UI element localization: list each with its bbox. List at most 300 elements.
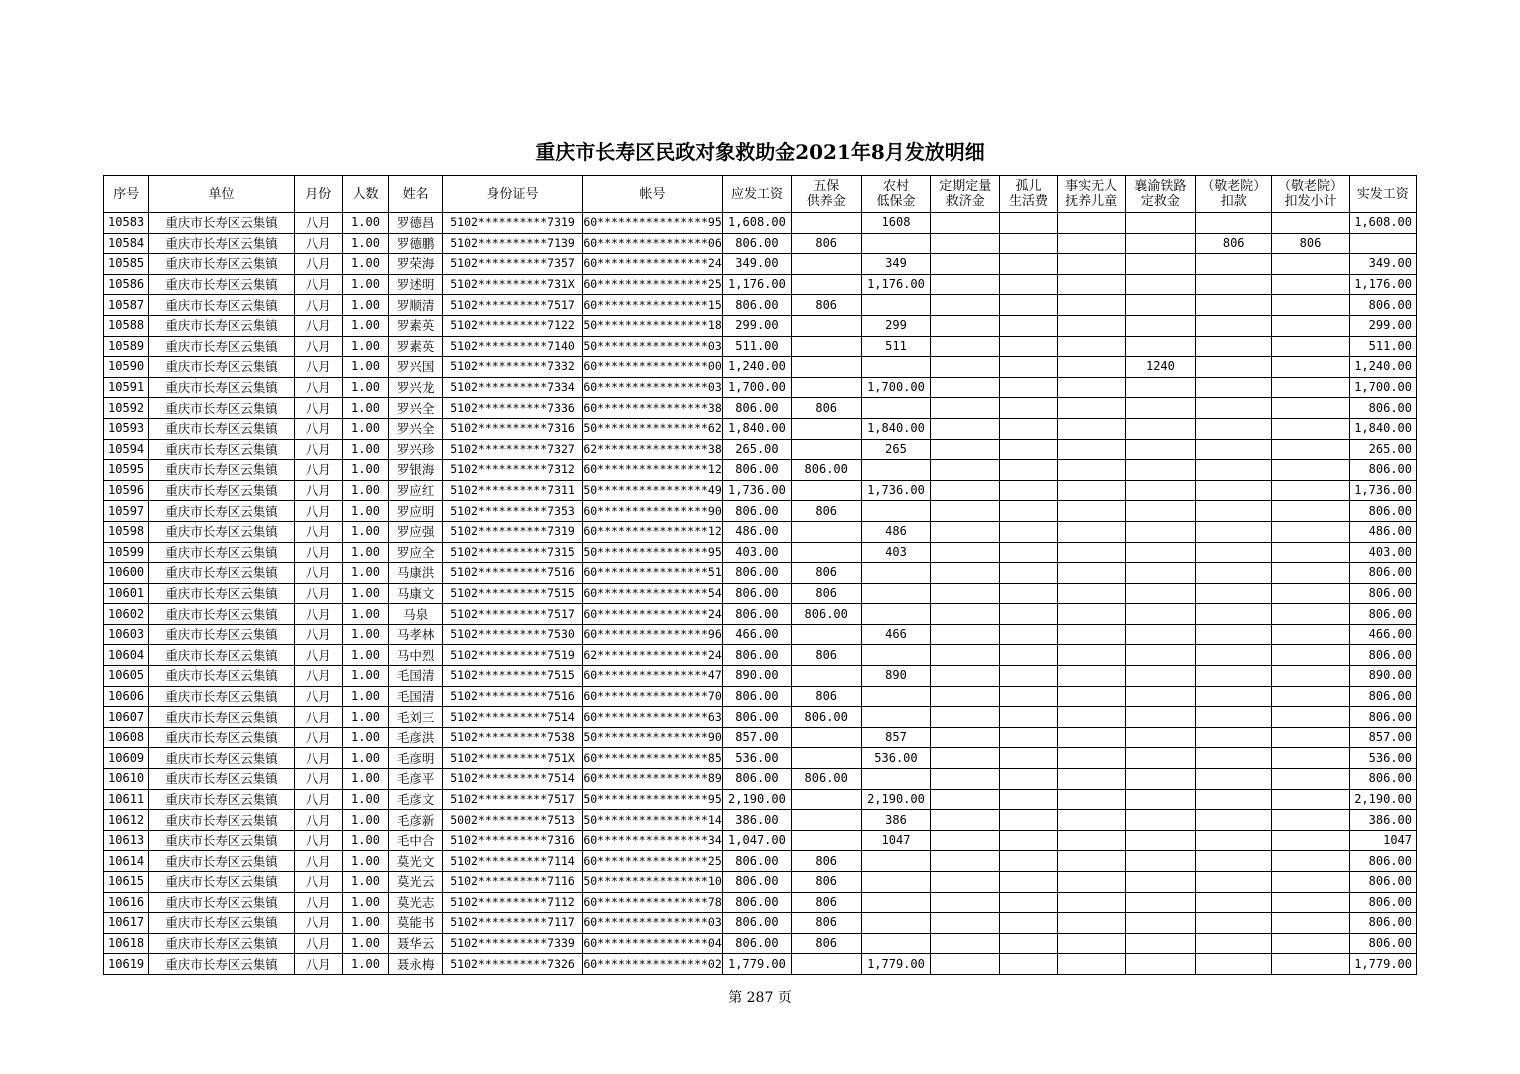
table-cell: 536.00 [723,748,791,769]
table-cell [931,377,1000,398]
table-cell: 806.00 [1349,645,1416,666]
table-cell [1125,398,1195,419]
table-cell [1000,254,1057,275]
table-cell: 5102**********7140 [443,336,583,357]
table-cell [1196,501,1272,522]
table-cell [1125,913,1195,934]
table-cell [791,954,861,975]
table-row [104,933,1417,954]
table-cell: 5102**********7519 [443,645,583,666]
table-cell: 1.00 [342,851,388,872]
table-cell [1272,707,1349,728]
table-cell [1057,295,1125,316]
table-cell [1272,501,1349,522]
table-cell: 50****************03 [582,336,723,357]
table-cell: 511.00 [1349,336,1416,357]
table-cell: 50****************62 [582,418,723,439]
table-cell [861,563,930,584]
table-cell: 806.00 [1349,892,1416,913]
table-cell [1057,686,1125,707]
table-cell: 八月 [294,810,342,831]
column-header: 定期定量 救济金 [931,176,1000,213]
table-cell: 1047 [1349,830,1416,851]
table-cell [791,213,861,234]
table-cell [1196,480,1272,501]
table-cell: 403.00 [723,542,791,563]
table-cell [1196,563,1272,584]
table-cell: 806 [791,583,861,604]
table-cell: 890.00 [723,666,791,687]
table-cell [1057,398,1125,419]
table-cell [1000,213,1057,234]
table-cell: 806.00 [791,769,861,790]
table-cell [1125,789,1195,810]
table-cell: 10591 [104,377,149,398]
table-cell: 5102**********7517 [443,295,583,316]
table-cell [931,480,1000,501]
table-cell: 罗银海 [389,460,443,481]
table-cell [1125,542,1195,563]
table-cell: 重庆市长寿区云集镇 [149,748,295,769]
table-cell [1125,707,1195,728]
table-cell: 486 [861,521,930,542]
table-cell: 八月 [294,439,342,460]
table-cell [1196,315,1272,336]
table-cell [1125,727,1195,748]
table-cell: 806 [791,501,861,522]
table-cell [931,933,1000,954]
table-cell: 1608 [861,213,930,234]
table-cell: 5102**********7311 [443,480,583,501]
table-cell: 806.00 [1349,398,1416,419]
table-cell [1125,233,1195,254]
column-header: 事实无人 抚养儿童 [1057,176,1125,213]
table-cell [1272,954,1349,975]
table-cell: 罗兴龙 [389,377,443,398]
table-cell [1272,563,1349,584]
table-cell: 重庆市长寿区云集镇 [149,872,295,893]
table-cell [1057,954,1125,975]
table-cell [931,295,1000,316]
table-cell [1000,769,1057,790]
table-cell [1196,810,1272,831]
table-cell: 罗德昌 [389,213,443,234]
table-cell [1272,913,1349,934]
table-cell: 莫能书 [389,913,443,934]
table-cell: 50****************18 [582,315,723,336]
table-cell: 60****************25 [582,851,723,872]
table-cell: 八月 [294,583,342,604]
table-cell: 10587 [104,295,149,316]
table-cell [931,707,1000,728]
table-cell: 60****************04 [582,933,723,954]
table-cell: 马康洪 [389,563,443,584]
table-cell: 806.00 [1349,851,1416,872]
table-row [104,727,1417,748]
table-row [104,604,1417,625]
table-cell: 5102**********7514 [443,707,583,728]
table-cell: 1,779.00 [861,954,930,975]
column-header: 姓名 [389,176,443,213]
table-cell [1000,727,1057,748]
table-cell [791,830,861,851]
table-cell: 1,700.00 [861,377,930,398]
table-cell [1196,604,1272,625]
table-cell: 重庆市长寿区云集镇 [149,686,295,707]
table-cell: 罗应强 [389,521,443,542]
table-cell [1057,604,1125,625]
table-row [104,707,1417,728]
table-cell: 62****************38 [582,439,723,460]
table-cell: 10583 [104,213,149,234]
table-cell [1196,377,1272,398]
table-cell [931,748,1000,769]
table-cell [1196,872,1272,893]
table-cell: 1.00 [342,357,388,378]
table-cell [1125,933,1195,954]
table-cell: 1.00 [342,892,388,913]
table-cell [931,542,1000,563]
table-cell: 50****************95 [582,542,723,563]
table-cell: 罗应全 [389,542,443,563]
table-cell: 5102**********7312 [443,460,583,481]
table-cell: 1.00 [342,542,388,563]
table-cell [861,686,930,707]
table-cell: 重庆市长寿区云集镇 [149,254,295,275]
table-cell [931,727,1000,748]
table-cell: 1.00 [342,933,388,954]
table-cell [1272,892,1349,913]
table-cell: 806.00 [723,851,791,872]
table-cell [1057,254,1125,275]
table-row [104,686,1417,707]
table-cell [1125,769,1195,790]
table-cell: 1,840.00 [1349,418,1416,439]
column-header: 实发工资 [1349,176,1416,213]
table-cell: 1.00 [342,274,388,295]
table-cell: 马孝林 [389,624,443,645]
table-cell [931,666,1000,687]
table-cell [1057,913,1125,934]
table-cell [1000,521,1057,542]
table-cell: 10601 [104,583,149,604]
table-cell: 466 [861,624,930,645]
table-cell [1196,954,1272,975]
table-cell: 5102**********7357 [443,254,583,275]
table-cell: 毛彦明 [389,748,443,769]
table-cell: 10612 [104,810,149,831]
table-cell: 八月 [294,377,342,398]
table-cell [1057,501,1125,522]
table-row [104,418,1417,439]
table-cell: 50****************10 [582,872,723,893]
table-cell [861,501,930,522]
table-cell: 806.00 [1349,295,1416,316]
table-cell: 八月 [294,254,342,275]
table-cell: 1,700.00 [1349,377,1416,398]
table-cell [1125,418,1195,439]
table-cell: 罗兴国 [389,357,443,378]
table-cell: 1.00 [342,954,388,975]
table-cell: 806.00 [723,892,791,913]
table-cell: 890 [861,666,930,687]
table-cell: 1,608.00 [723,213,791,234]
table-header-row [104,176,1417,213]
table-cell [1196,707,1272,728]
column-header: 孤儿 生活费 [1000,176,1057,213]
table-cell [1000,315,1057,336]
table-cell: 1.00 [342,563,388,584]
table-cell: 5102**********7516 [443,563,583,584]
table-cell [1125,336,1195,357]
table-cell: 八月 [294,274,342,295]
table-cell [791,336,861,357]
table-cell [791,666,861,687]
table-cell: 1.00 [342,254,388,275]
table-cell: 1.00 [342,295,388,316]
table-cell: 罗应红 [389,480,443,501]
table-cell [1000,892,1057,913]
table-cell: 重庆市长寿区云集镇 [149,336,295,357]
table-cell [1000,604,1057,625]
column-header: 应发工资 [723,176,791,213]
table-cell [1272,810,1349,831]
table-cell: 重庆市长寿区云集镇 [149,892,295,913]
table-cell: 806 [1196,233,1272,254]
table-cell: 毛彦文 [389,789,443,810]
table-cell: 八月 [294,604,342,625]
table-cell [1125,439,1195,460]
table-cell [791,624,861,645]
table-cell [1125,274,1195,295]
table-cell [931,418,1000,439]
table-cell [861,583,930,604]
table-cell [931,439,1000,460]
table-row [104,830,1417,851]
table-cell: 2,190.00 [861,789,930,810]
table-cell [1272,830,1349,851]
table-cell: 806 [791,872,861,893]
table-cell: 5102**********7336 [443,398,583,419]
table-row [104,810,1417,831]
table-cell [861,604,930,625]
table-cell [1272,460,1349,481]
table-cell: 10603 [104,624,149,645]
table-cell: 罗德鹏 [389,233,443,254]
table-cell: 10598 [104,521,149,542]
table-cell: 60****************15 [582,295,723,316]
table-cell: 386.00 [723,810,791,831]
table-row [104,254,1417,275]
table-cell [1196,830,1272,851]
table-cell: 2,190.00 [723,789,791,810]
table-row [104,460,1417,481]
table-cell [1000,954,1057,975]
table-cell: 5102**********7530 [443,624,583,645]
table-cell: 60****************24 [582,254,723,275]
table-cell [1272,851,1349,872]
table-cell: 重庆市长寿区云集镇 [149,521,295,542]
table-cell: 1,840.00 [723,418,791,439]
table-cell: 60****************24 [582,604,723,625]
table-cell [1057,583,1125,604]
column-header: （敬老院） 扣发小计 [1272,176,1349,213]
table-cell: 5102**********751X [443,748,583,769]
table-cell: 10595 [104,460,149,481]
table-cell: 10618 [104,933,149,954]
table-cell [931,583,1000,604]
table-cell [1272,398,1349,419]
table-cell [1196,769,1272,790]
table-cell: 重庆市长寿区云集镇 [149,418,295,439]
table-cell: 八月 [294,460,342,481]
table-cell: 466.00 [1349,624,1416,645]
table-cell: 八月 [294,913,342,934]
table-cell: 聂华云 [389,933,443,954]
table-cell [1272,686,1349,707]
table-cell: 806.00 [723,686,791,707]
table-cell: 10606 [104,686,149,707]
table-row [104,666,1417,687]
table-cell [1196,748,1272,769]
table-cell: 806.00 [723,933,791,954]
table-row [104,563,1417,584]
table-cell [931,769,1000,790]
table-cell [931,336,1000,357]
table-cell [861,645,930,666]
table-cell: 重庆市长寿区云集镇 [149,233,295,254]
table-cell: 重庆市长寿区云集镇 [149,357,295,378]
table-cell [1125,213,1195,234]
table-cell: 重庆市长寿区云集镇 [149,480,295,501]
table-cell: 50****************14 [582,810,723,831]
table-cell [1196,933,1272,954]
table-cell: 10593 [104,418,149,439]
table-cell: 806.00 [723,913,791,934]
column-header: 单位 [149,176,295,213]
table-cell [1000,233,1057,254]
table-cell: 806.00 [791,460,861,481]
table-cell: 1.00 [342,233,388,254]
table-cell: 1,240.00 [1349,357,1416,378]
table-cell: 1,840.00 [861,418,930,439]
table-cell: 806.00 [723,645,791,666]
table-cell: 60****************25 [582,274,723,295]
table-cell: 536.00 [1349,748,1416,769]
table-cell: 10617 [104,913,149,934]
table-cell [1125,583,1195,604]
table-cell [1272,274,1349,295]
table-cell [1272,727,1349,748]
table-cell: 60****************03 [582,377,723,398]
table-cell: 5102**********7334 [443,377,583,398]
table-cell [931,810,1000,831]
table-cell: 806 [791,233,861,254]
table-cell [861,769,930,790]
table-cell: 罗顺清 [389,295,443,316]
table-cell: 299.00 [1349,315,1416,336]
table-cell [931,460,1000,481]
table-cell: 10599 [104,542,149,563]
table-cell: 5102**********7112 [443,892,583,913]
payment-table [103,175,1417,975]
table-cell: 毛彦洪 [389,727,443,748]
table-cell: 5102**********7116 [443,872,583,893]
table-cell: 10589 [104,336,149,357]
table-cell: 806.00 [1349,933,1416,954]
table-cell [791,418,861,439]
table-cell [931,624,1000,645]
table-cell [1196,398,1272,419]
table-cell: 5102**********7515 [443,666,583,687]
column-header: 帐号 [582,176,723,213]
table-row [104,954,1417,975]
table-cell: 八月 [294,233,342,254]
table-cell: 10604 [104,645,149,666]
table-cell: 重庆市长寿区云集镇 [149,274,295,295]
table-cell: 50****************95 [582,789,723,810]
table-cell: 857.00 [1349,727,1416,748]
table-cell [861,851,930,872]
table-cell: 60****************47 [582,666,723,687]
table-cell [861,357,930,378]
table-cell [1272,666,1349,687]
table-cell [1057,274,1125,295]
table-cell [1057,707,1125,728]
table-cell [1196,274,1272,295]
table-cell [1000,563,1057,584]
table-cell [1125,315,1195,336]
table-cell: 806.00 [1349,769,1416,790]
table-cell [1125,377,1195,398]
table-cell: 10596 [104,480,149,501]
table-cell [1196,439,1272,460]
table-cell: 466.00 [723,624,791,645]
table-cell: 5102**********7327 [443,439,583,460]
table-cell: 1.00 [342,213,388,234]
table-cell [1000,748,1057,769]
table-cell: 60****************85 [582,748,723,769]
table-cell [931,892,1000,913]
table-cell [1057,233,1125,254]
table-cell: 重庆市长寿区云集镇 [149,769,295,790]
table-cell: 1.00 [342,789,388,810]
table-row [104,789,1417,810]
table-cell [791,748,861,769]
table-cell: 1.00 [342,707,388,728]
table-cell: 60****************70 [582,686,723,707]
table-cell [1272,933,1349,954]
table-cell: 重庆市长寿区云集镇 [149,542,295,563]
table-cell [1196,460,1272,481]
table-cell: 重庆市长寿区云集镇 [149,830,295,851]
table-cell: 60****************95 [582,213,723,234]
table-cell [861,398,930,419]
table-cell [791,789,861,810]
table-cell: 毛国清 [389,686,443,707]
table-cell: 10590 [104,357,149,378]
table-cell: 莫光文 [389,851,443,872]
table-cell [1196,851,1272,872]
table-cell: 10607 [104,707,149,728]
table-cell: 5102**********7538 [443,727,583,748]
table-cell [1272,315,1349,336]
table-cell [1057,542,1125,563]
table-cell [1196,213,1272,234]
table-cell: 1,779.00 [1349,954,1416,975]
table-cell [1272,542,1349,563]
table-cell [1057,357,1125,378]
